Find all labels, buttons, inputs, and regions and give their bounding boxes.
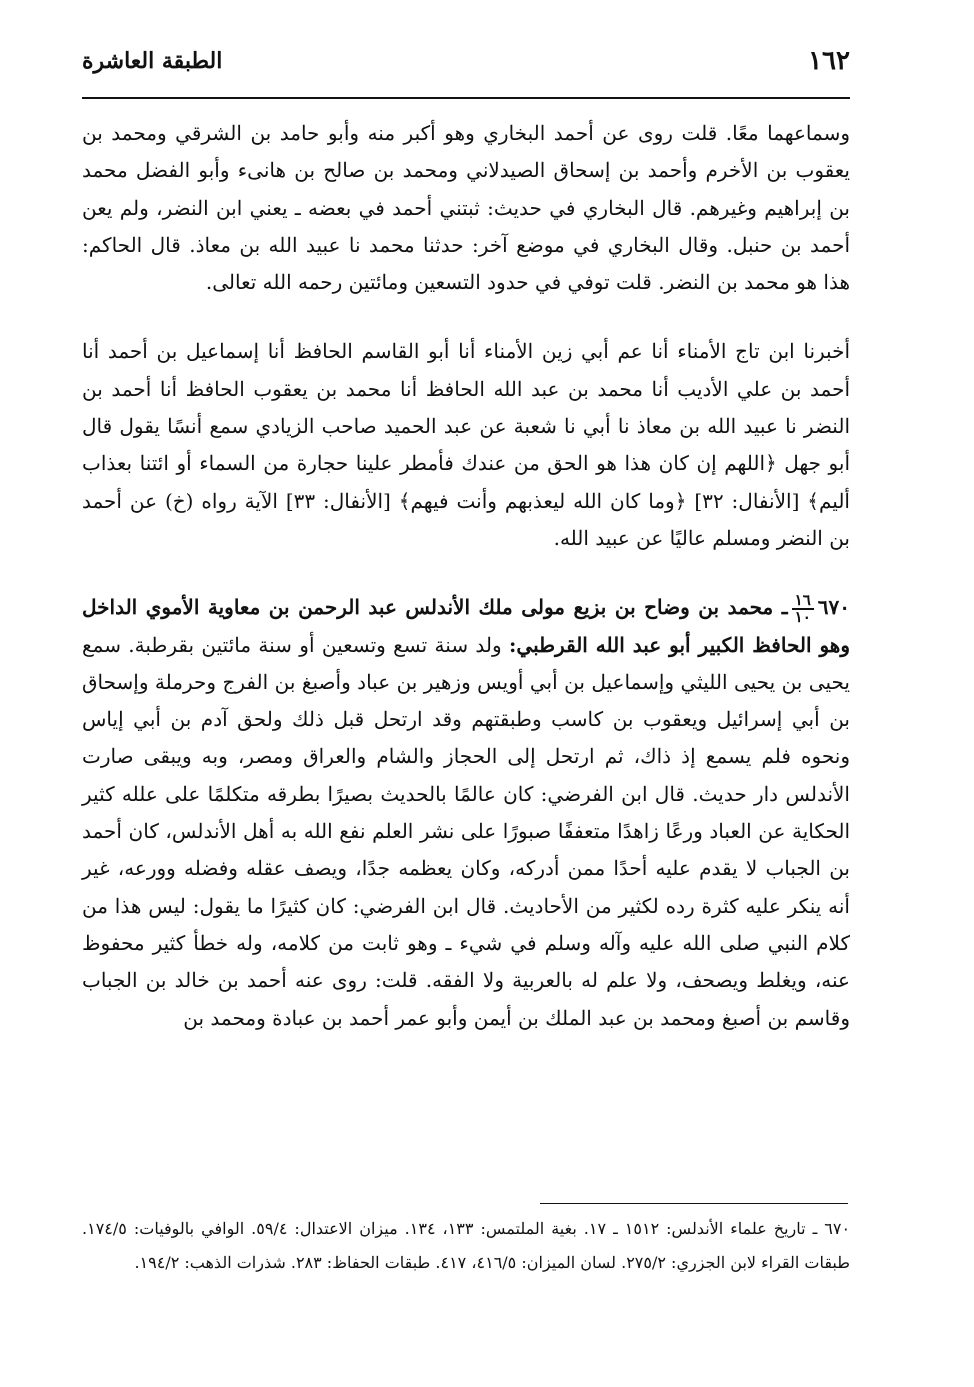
header-rule — [82, 97, 850, 99]
page-number: ١٦٢ — [808, 46, 850, 76]
biography-entry — [82, 589, 850, 1037]
paragraph-2: أخبرنا ابن تاج الأمناء أنا عم أبي زين الأمناء أنا أبو القاسم الحافظ أنا إسماعيل بن أحمد أنا أحمد بن علي الأديب أنا محمد بن عبد الله الحافظ أنا محمد بن يعقوب الحافظ أنا أحمد بن النضر نا عبيد الله بن معاذ نا أبي نا شعبة عن عبد الحميد صاحب الزيادي سمع أنسًا يقول قال أبو جهل ﴿اللهم إن كان هذا هو الحق من عندك فأمطر علينا حجارة من السماء أو ائتنا بعذاب أليم﴾ [الأنفال: ٣٢] ﴿وما كان الله ليعذبهم وأنت فيهم﴾ [الأنفال: ٣٣] الآية رواه (خ) عن أحمد بن النضر ومسلم عاليًا عن عبيد الله. — [82, 339, 850, 550]
main-text — [82, 115, 850, 1037]
entry-number: ٦٧٠ — [817, 595, 850, 620]
fraction-bottom: ١٠ — [794, 607, 811, 626]
running-title: الطبقة العاشرة — [82, 48, 223, 74]
footnote-rule — [540, 1203, 848, 1204]
fraction-top: ١٦ — [792, 593, 814, 610]
entry-text: ولد سنة تسع وتسعين أو سنة مائتين بقرطبة. سمع يحيى بن يحيى الليثي وإسماعيل بن أبي أويس وزهير بن عباد وأصبغ بن الفرج وحرملة وإسحاق بن أبي إسرائيل ويعقوب بن كاسب وطبقتهم وقد ارتحل قبل ذلك ولحق آدم بن أبي إياس ونحوه فلم يسمع إذ ذاك، ثم ارتحل إلى الحجاز والشام والعراق ومصر، وبه ويبقى صارت الأندلس دار حديث. قال ابن الفرضي: كان عالمًا بالحديث بصيرًا بطرقه متكلمًا على علله كثير الحكاية عن العباد ورعًا زاهدًا متعففًا صبورًا على نشر العلم نفع الله به أهل الأندلس، كان أحمد بن الجباب لا يقدم عليه أحدًا ممن أدركه، وكان يعظمه جدًا، ويصف عقله وفضله وورعه، غير أنه ينكر عليه كثرة رده لكثير من الأحاديث. قال ابن الفرضي: كان كثيرًا ما يقول: ليس هذا من كلام النبي صلى الله عليه وآله وسلم في شيء ـ وهو ثابت من كلامه، وله خطأ كثير محفوظ عنه، ويغلط ويصحف، ولا علم له بالعربية ولا الفقه. قلت: روى عنه أحمد بن خالد بن الجباب وقاسم بن أصبغ ومحمد بن عبد الملك بن أيمن وأبو عمر أحمد بن عبادة ومحمد بن — [82, 632, 850, 1030]
entry-fraction — [792, 590, 814, 626]
paragraph-1: وسماعهما معًا. قلت روى عن أحمد البخاري وهو أكبر منه وأبو حامد بن الشرقي ومحمد بن يعقوب بن الأخرم وأحمد بن إسحاق الصيدلاني ومحمد بن صالح بن هانىء وأبو الفضل محمد بن إبراهيم وغيرهم. قال البخاري في حديث: ثبتني أحمد في بعضه ـ يعني ابن النضر، ولم يعن أحمد بن حنبل. وقال البخاري في موضع آخر: حدثنا محمد نا عبيد الله بن معاذ. قال الحاكم: هذا هو محمد بن النضر. قلت توفي في حدود التسعين ومائتين رحمه الله تعالى. — [82, 121, 850, 295]
footnote: ٦٧٠ ـ تاريخ علماء الأندلس: ١٥١٢ ـ ١٧. بغية الملتمس: ١٣٣، ١٣٤. ميزان الاعتدال: ٥٩/٤. الوافي بالوفيات: ١٧٤/٥. طبقات القراء لابن الجزري: ٢٧٥/٢. لسان الميزان: ٤١٦/٥، ٤١٧. طبقات الحفاظ: ٢٨٣. شذرات الذهب: ١٩٤/٢. — [82, 1219, 851, 1272]
page-header — [82, 46, 850, 94]
entry-heading: ـ محمد بن وضاح بن بزيع مولى ملك الأندلس عبد الرحمن بن معاوية الأموي الداخل وهو الحافظ الكبير أبو عبد الله القرطبي: — [82, 595, 850, 657]
